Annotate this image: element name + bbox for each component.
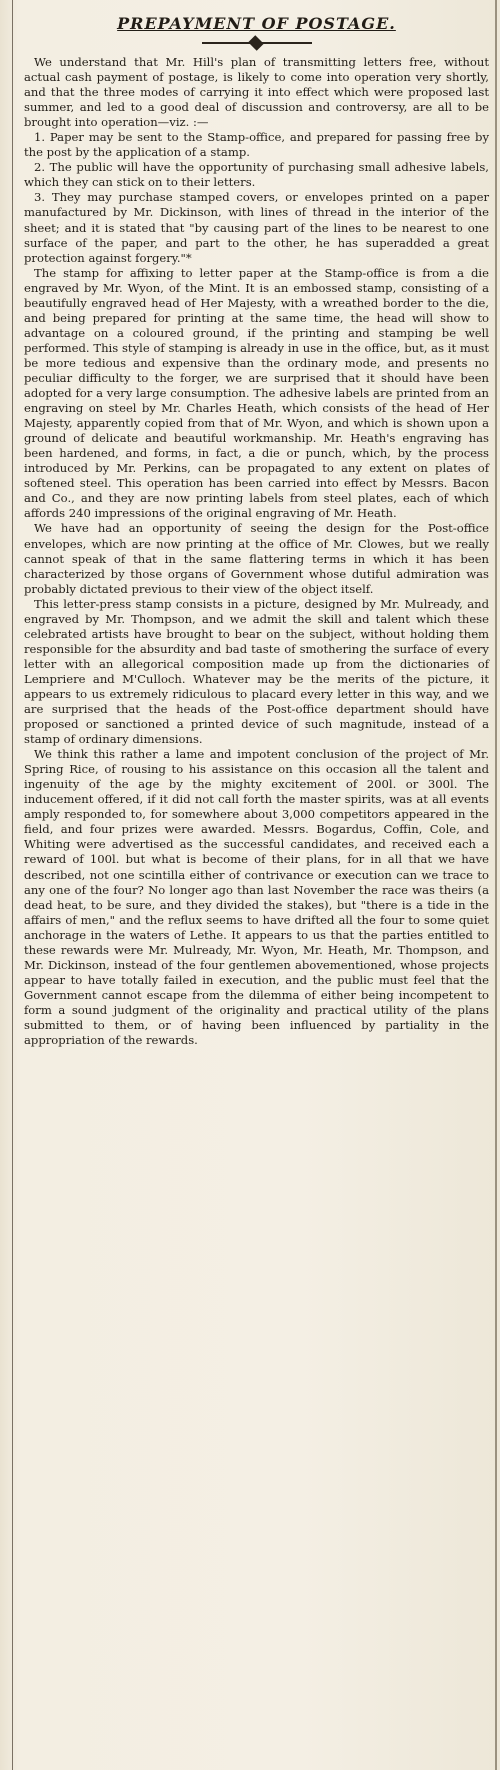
paragraph-intro: We understand that Mr. Hill's plan of transmitting letters free, without actual cash payment of postage, is likely to come into operation very shortly, and that the three modes of carrying it into effect which were proposed last summer, and led to a good deal of discussion and controversy, are all to be brought into operation—viz. :—: [24, 55, 489, 130]
title-ornament: [202, 39, 312, 47]
article-column: [24, 14, 489, 1048]
paragraph-envelopes: We have had an opportunity of seeing the design for the Post-office envelopes, which are now printing at the office of Mr. Clowes, but we really cannot speak of that in the same flattering terms in which it has been characterized by those organs of Government whose dutiful admiration was probably dictated previous to their view of the object itself.: [24, 521, 489, 596]
paragraph-mode-2: 2. The public will have the opportunity of purchasing small adhesive labels, which they can stick on to their letters.: [24, 160, 489, 190]
paragraph-letterpress-stamp: This letter-press stamp consists in a picture, designed by Mr. Mulready, and engraved by Mr. Thompson, and we admit the skill and talent which these celebrated artists have brought to bear on the subject, without holding them responsible for the absurdity and bad taste of smothering the surface of every letter with an allegorical composition made up from the dictionaries of Lempriere and M'Culloch. Whatever may be the merits of the picture, it appears to us extremely ridiculous to placard every letter in this way, and we are surprised that the heads of the Post-office department should have proposed or sanctioned a printed device of such magnitude, instead of a stamp of ordinary dimensions.: [24, 596, 489, 747]
article-title: PREPAYMENT OF POSTAGE.: [117, 14, 396, 33]
column-rule-left: [12, 0, 13, 1770]
column-rule-right: [495, 0, 497, 1770]
paragraph-mode-3: 3. They may purchase stamped covers, or envelopes printed on a paper manufactured by Mr. Dickinson, with lines of thread in the interior of the sheet; and it is stated that "by causing part of the lines to be nearest to one surface of the paper, and part to the other, he has superadded a great protection against forgery."*: [24, 190, 489, 265]
paragraph-conclusion: We think this rather a lame and impotent conclusion of the project of Mr. Spring Rice, of rousing to his assistance on this occasion all the talent and ingenuity of the age by the mighty excitement of 200l. or 300l. The inducement offered, if it did not call forth the master spirits, was at all events amply responded to, for somewhere about 3,000 competitors appeared in the field, and four prizes were awarded. Messrs. Bogardus, Coffin, Cole, and Whiting were advertised as the successful candidates, and received each a reward of 100l. but what is become of their plans, for in all that we have described, not one scintilla either of contrivance or execution can we trace to any one of the four? No longer ago than last November the race was theirs (a dead heat, to be sure, and they divided the stakes), but "there is a tide in the affairs of men," and the reflux seems to have drifted all the four to some quiet anchorage in the waters of Lethe. It appears to us that the parties entitled to these rewards were Mr. Mulready, Mr. Wyon, Mr. Heath, Mr. Thompson, and Mr. Dickinson, instead of the four gentlemen abovementioned, whose projects appear to have totally failed in execution, and the public must feel that the Government cannot escape from the dilemma of either being incompetent to form a sound judgment of the originality and practical utility of the plans submitted to them, or of having been influenced by partiality in the appropriation of the rewards.: [24, 747, 489, 1048]
article-body: [24, 55, 489, 1048]
paragraph-mode-1: 1. Paper may be sent to the Stamp-office, and prepared for passing free by the post by the application of a stamp.: [24, 130, 489, 160]
paragraph-stamp-die: The stamp for affixing to letter paper at the Stamp-office is from a die engraved by Mr. Wyon, of the Mint. It is an embossed stamp, consisting of a beautifully engraved head of Her Majesty, with a wreathed border to the die, and being prepared for printing at the same time, the head will show to advantage on a coloured ground, if the printing and stamping be well performed. This style of stamping is already in use in the office, but, as it must be more tedious and expensive than the ordinary mode, and presents no peculiar difficulty to the forger, we are surprised that it should have been adopted for a very large consumption. The adhesive labels are printed from an engraving on steel by Mr. Charles Heath, which consists of the head of Her Majesty, apparently copied from that of Mr. Wyon, and which is shown upon a ground of delicate and beautiful workmanship. Mr. Heath's engraving has been hardened, and forms, in fact, a die or punch, which, by the process introduced by Mr. Perkins, can be propagated to any extent on plates of softened steel. This operation has been carried into effect by Messrs. Bacon and Co., and they are now printing labels from steel plates, each of which affords 240 impressions of the original engraving of Mr. Heath.: [24, 265, 489, 521]
